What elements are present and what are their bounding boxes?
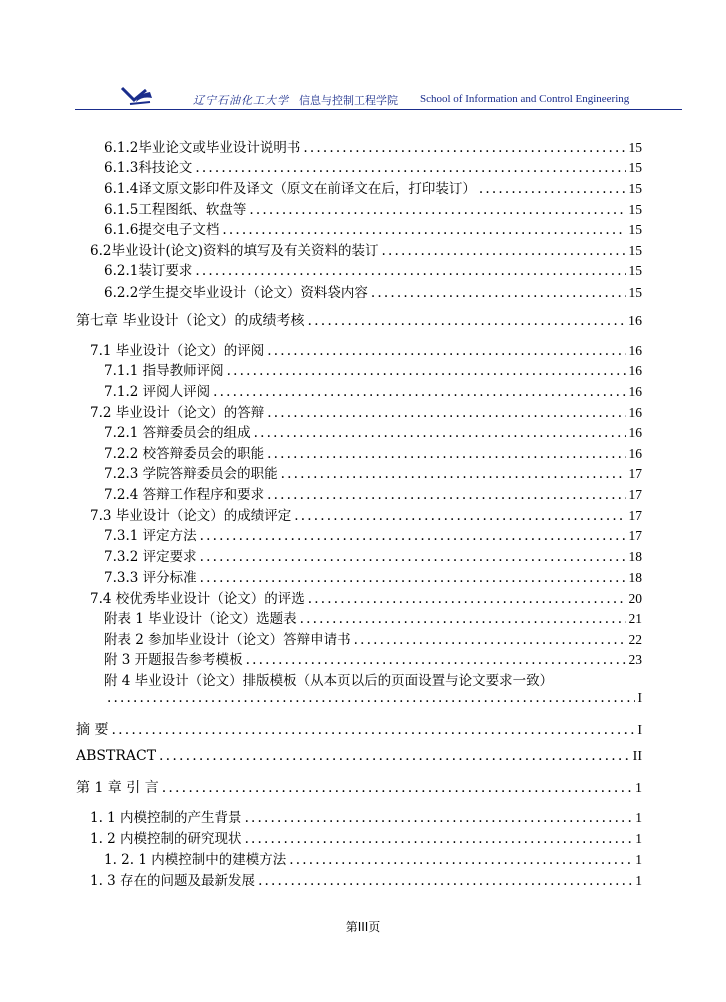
toc-entry[interactable]: 附 4 毕业设计（论文）排版模板（从本页以后的页面设置与论文要求一致） [104, 673, 554, 689]
toc-entry-continued[interactable]: ..... I [104, 690, 642, 706]
header-rule [75, 109, 682, 110]
toc-entry[interactable]: 7.2 毕业设计（论文）的答辩 ..... 16 [90, 401, 642, 421]
toc-entry[interactable]: 7.2.4 答辩工作程序和要求 ..... 17 [104, 483, 642, 503]
toc-entry[interactable]: 1. 1 内模控制的产生背景 ..... 1 [90, 806, 642, 826]
toc-entry[interactable]: 6.1.4译文原文影印件及译文（原文在前译文在后，打印装订） ..... 15 [104, 177, 642, 197]
toc-entry[interactable]: 附表 2 参加毕业设计（论文）答辩申请书 ..... 22 [104, 628, 642, 648]
toc-chapter[interactable]: 摘 要 ..... I [76, 719, 642, 739]
toc-chapter[interactable]: ABSTRACT ..... II [76, 748, 642, 765]
toc-entry[interactable]: 7.2.2 校答辩委员会的职能 ..... 16 [104, 442, 642, 462]
toc-entry[interactable]: 1. 2. 1 内模控制中的建模方法 ..... 1 [104, 848, 642, 868]
toc-entry[interactable]: 1. 2 内模控制的研究现状 ..... 1 [90, 827, 642, 847]
toc-entry[interactable]: 6.2毕业设计(论文)资料的填写及有关资料的装订 ..... 15 [90, 239, 642, 259]
header-college: 信息与控制工程学院 [299, 94, 398, 107]
page-header [75, 82, 682, 110]
toc-entry[interactable]: 7.1 毕业设计（论文）的评阅 ..... 16 [90, 339, 642, 359]
toc-entry[interactable]: 7.4 校优秀毕业设计（论文）的评选 ..... 20 [90, 587, 642, 607]
toc-entry[interactable]: 7.1.2 评阅人评阅 ..... 16 [104, 380, 642, 400]
toc-entry[interactable]: 6.1.2毕业论文或毕业设计说明书 ..... 15 [104, 136, 642, 156]
university-logo-icon [120, 86, 154, 108]
toc-chapter[interactable]: 第 1 章 引 言 ..... 1 [76, 777, 642, 797]
header-university: 辽宁石油化工大学 [193, 94, 289, 107]
toc-entry[interactable]: 附表 1 毕业设计（论文）选题表 ..... 21 [104, 607, 642, 627]
toc-entry[interactable]: 6.2.2学生提交毕业设计（论文）资料袋内容 ..... 15 [104, 281, 642, 301]
toc-entry[interactable]: 附 3 开题报告参考模板 ..... 23 [104, 648, 642, 668]
header-college-en: School of Information and Control Engineering [420, 93, 630, 105]
toc-entry[interactable]: 7.3.1 评定方法 ..... 17 [104, 524, 642, 544]
page-number: 第III页 [345, 920, 381, 934]
toc-entry[interactable]: 6.1.5工程图纸、软盘等 ..... 15 [104, 198, 642, 218]
toc-entry[interactable]: 7.3 毕业设计（论文）的成绩评定 ..... 17 [90, 504, 642, 524]
toc-entry[interactable]: 1. 3 存在的问题及最新发展 ..... 1 [90, 869, 642, 889]
toc-chapter[interactable]: 第七章 毕业设计（论文）的成绩考核 ..... 16 [76, 310, 642, 330]
toc-entry[interactable]: 6.1.3科技论文 ..... 15 [104, 156, 642, 176]
toc-entry[interactable]: 7.2.3 学院答辩委员会的职能 ..... 17 [104, 462, 642, 482]
toc-entry[interactable]: 7.3.2 评定要求 ..... 18 [104, 545, 642, 565]
toc-entry[interactable]: 6.1.6提交电子文档 ..... 15 [104, 218, 642, 238]
toc-entry[interactable]: 7.3.3 评分标准 ..... 18 [104, 566, 642, 586]
toc-entry[interactable]: 7.2.1 答辩委员会的组成 ..... 16 [104, 421, 642, 441]
toc-entry[interactable]: 6.2.1装订要求 ..... 15 [104, 259, 642, 279]
toc-entry[interactable]: 7.1.1 指导教师评阅 ..... 16 [104, 359, 642, 379]
